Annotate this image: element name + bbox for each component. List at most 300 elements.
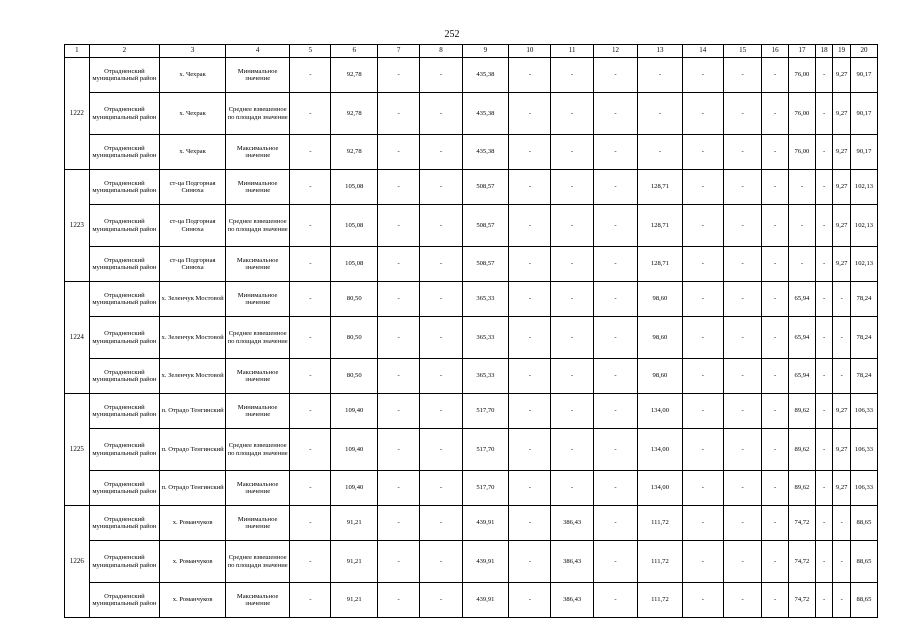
value-cell: - [723,317,761,359]
value-cell: - [420,429,462,471]
value-cell: - [762,247,789,282]
value-cell: - [682,170,723,205]
table-row [65,58,878,93]
value-type-cell: Среднее взвешенное по площади значение [226,541,290,583]
value-cell: - [593,205,637,247]
district-cell: Отрадненский муниципальный район [89,135,159,170]
value-cell: 91,21 [331,541,377,583]
value-cell: - [593,506,637,541]
value-cell: - [815,471,833,506]
row-number-cell: 1224 [65,282,90,394]
value-cell: 439,91 [462,583,508,618]
value-cell: 78,24 [850,317,877,359]
value-cell: - [509,135,551,170]
value-cell: 90,17 [850,58,877,93]
value-cell: - [789,170,816,205]
value-cell: - [682,247,723,282]
value-cell: 134,00 [638,429,682,471]
value-cell: 76,00 [789,93,816,135]
table-row [65,506,878,541]
value-cell: - [420,583,462,618]
value-cell: - [377,506,419,541]
value-cell: 89,62 [789,471,816,506]
settlement-cell: п. Отрадо Тенгинский [160,394,226,429]
value-cell: - [815,506,833,541]
settlement-cell: п. Отрадо Тенгинский [160,429,226,471]
data-table [64,44,878,618]
value-cell: - [377,359,419,394]
value-cell: - [762,541,789,583]
value-cell: 128,71 [638,205,682,247]
district-cell: Отрадненский муниципальный район [89,247,159,282]
value-cell: 102,13 [850,205,877,247]
value-cell: 80,50 [331,282,377,317]
settlement-cell: х. Романчуков [160,583,226,618]
district-cell: Отрадненский муниципальный район [89,471,159,506]
district-cell: Отрадненский муниципальный район [89,58,159,93]
district-cell: Отрадненский муниципальный район [89,359,159,394]
value-cell: - [762,317,789,359]
value-cell: 439,91 [462,506,508,541]
column-header: 17 [789,45,816,58]
value-cell: - [290,58,331,93]
value-cell: 435,38 [462,93,508,135]
value-cell: - [762,394,789,429]
value-cell: - [762,471,789,506]
value-cell: - [420,93,462,135]
column-header: 10 [509,45,551,58]
value-cell: 90,17 [850,93,877,135]
value-cell: 128,71 [638,170,682,205]
value-cell: 98,60 [638,359,682,394]
column-header: 6 [331,45,377,58]
settlement-cell: ст-ца Подгорная Синюха [160,170,226,205]
value-type-cell: Минимальное значение [226,58,290,93]
district-cell: Отрадненский муниципальный район [89,583,159,618]
value-cell: - [593,170,637,205]
value-cell: 98,60 [638,317,682,359]
value-cell: - [290,506,331,541]
value-cell: - [290,471,331,506]
value-cell: - [682,317,723,359]
value-cell: - [723,359,761,394]
value-cell: 78,24 [850,282,877,317]
value-cell: - [509,429,551,471]
value-cell: - [420,359,462,394]
value-cell: - [290,541,331,583]
value-cell: - [509,583,551,618]
value-cell: - [593,541,637,583]
value-cell: 88,65 [850,541,877,583]
value-cell: - [762,506,789,541]
value-type-cell: Среднее взвешенное по площади значение [226,429,290,471]
column-header: 16 [762,45,789,58]
value-cell: - [789,247,816,282]
value-cell: - [723,170,761,205]
value-cell: - [593,471,637,506]
value-cell: - [723,93,761,135]
value-cell: - [723,583,761,618]
value-cell: - [762,205,789,247]
value-type-cell: Минимальное значение [226,394,290,429]
value-cell: - [377,93,419,135]
value-cell: 102,13 [850,247,877,282]
value-cell: - [762,170,789,205]
value-cell: - [290,394,331,429]
value-cell: 91,21 [331,583,377,618]
table-row [65,170,878,205]
value-cell: - [723,506,761,541]
value-cell: 89,62 [789,429,816,471]
row-number-cell: 1225 [65,394,90,506]
value-cell: - [377,282,419,317]
settlement-cell: ст-ца Подгорная Синюха [160,247,226,282]
value-cell: - [815,282,833,317]
value-cell: 91,21 [331,506,377,541]
value-type-cell: Минимальное значение [226,506,290,541]
value-cell: 386,43 [551,541,593,583]
value-cell: - [551,170,593,205]
value-cell: 109,40 [331,394,377,429]
value-cell: - [377,135,419,170]
value-cell: - [682,394,723,429]
value-cell: 435,38 [462,135,508,170]
value-cell: - [762,429,789,471]
value-cell: - [682,506,723,541]
value-cell: 111,72 [638,506,682,541]
value-cell: 92,78 [331,58,377,93]
value-cell: 9,27 [833,429,851,471]
value-cell: - [551,359,593,394]
value-cell: - [509,394,551,429]
table-row [65,135,878,170]
settlement-cell: х. Зеленчук Мостовой [160,317,226,359]
column-header: 19 [833,45,851,58]
district-cell: Отрадненский муниципальный район [89,205,159,247]
value-cell: - [593,394,637,429]
value-cell: - [815,58,833,93]
value-cell: - [509,282,551,317]
column-header: 3 [160,45,226,58]
value-cell: - [551,205,593,247]
value-cell: - [638,93,682,135]
district-cell: Отрадненский муниципальный район [89,282,159,317]
value-cell: - [593,429,637,471]
row-number-cell: 1223 [65,170,90,282]
value-cell: - [377,394,419,429]
value-cell: - [723,471,761,506]
value-cell: - [833,282,851,317]
table-row [65,93,878,135]
settlement-cell: х. Зеленчук Мостовой [160,359,226,394]
value-cell: 9,27 [833,58,851,93]
value-cell: - [377,247,419,282]
value-cell: 508,57 [462,247,508,282]
value-cell: 74,72 [789,583,816,618]
header-row [65,45,878,58]
value-cell: - [593,247,637,282]
value-cell: - [638,135,682,170]
value-cell: - [762,359,789,394]
value-cell: 76,00 [789,135,816,170]
value-cell: 111,72 [638,541,682,583]
value-cell: 517,70 [462,394,508,429]
value-cell: 9,27 [833,471,851,506]
settlement-cell: ст-ца Подгорная Синюха [160,205,226,247]
value-cell: - [762,135,789,170]
value-cell: - [682,583,723,618]
row-number-cell: 1222 [65,58,90,170]
value-cell: - [723,58,761,93]
value-cell: 9,27 [833,394,851,429]
value-cell: 508,57 [462,170,508,205]
value-cell: - [377,317,419,359]
value-cell: 9,27 [833,205,851,247]
value-cell: 109,40 [331,429,377,471]
value-cell: 65,94 [789,317,816,359]
value-cell: - [420,541,462,583]
value-cell: - [833,583,851,618]
value-type-cell: Максимальное значение [226,471,290,506]
value-cell: - [377,541,419,583]
value-cell: 80,50 [331,317,377,359]
value-cell: - [551,394,593,429]
value-cell: - [290,583,331,618]
value-cell: - [762,93,789,135]
value-cell: 517,70 [462,471,508,506]
value-cell: - [509,205,551,247]
value-cell: 65,94 [789,282,816,317]
value-cell: - [723,135,761,170]
column-header: 20 [850,45,877,58]
value-cell: - [833,359,851,394]
value-cell: 9,27 [833,170,851,205]
settlement-cell: п. Отрадо Тенгинский [160,471,226,506]
value-cell: - [815,541,833,583]
value-cell: 9,27 [833,135,851,170]
settlement-cell: х. Чехрак [160,93,226,135]
value-cell: - [815,170,833,205]
value-cell: - [509,471,551,506]
value-cell: - [833,541,851,583]
value-cell: - [509,93,551,135]
value-cell: - [815,359,833,394]
value-cell: 89,62 [789,394,816,429]
value-cell: - [593,58,637,93]
value-cell: 386,43 [551,506,593,541]
value-cell: 105,08 [331,205,377,247]
column-header: 12 [593,45,637,58]
value-cell: 134,00 [638,394,682,429]
value-cell: 134,00 [638,471,682,506]
value-cell: - [420,317,462,359]
settlement-cell: х. Зеленчук Мостовой [160,282,226,317]
value-cell: 90,17 [850,135,877,170]
value-cell: - [420,282,462,317]
value-cell: - [723,429,761,471]
value-cell: - [833,317,851,359]
value-cell: - [509,170,551,205]
value-cell: - [551,282,593,317]
column-header: 13 [638,45,682,58]
value-cell: 365,33 [462,359,508,394]
value-cell: 105,08 [331,247,377,282]
value-cell: - [762,58,789,93]
value-cell: 74,72 [789,541,816,583]
settlement-cell: х. Чехрак [160,58,226,93]
value-cell: - [551,429,593,471]
value-type-cell: Максимальное значение [226,583,290,618]
value-cell: - [420,394,462,429]
value-cell: 435,38 [462,58,508,93]
value-cell: - [682,359,723,394]
settlement-cell: х. Романчуков [160,506,226,541]
table-row [65,359,878,394]
table-row [65,583,878,618]
value-cell: - [290,317,331,359]
value-cell: 98,60 [638,282,682,317]
value-cell: - [420,471,462,506]
column-header: 14 [682,45,723,58]
value-cell: - [509,506,551,541]
value-type-cell: Среднее взвешенное по площади значение [226,205,290,247]
value-cell: - [682,135,723,170]
value-cell: - [682,93,723,135]
value-cell: 106,33 [850,394,877,429]
column-header: 9 [462,45,508,58]
column-header: 18 [815,45,833,58]
value-cell: - [290,359,331,394]
column-header: 1 [65,45,90,58]
value-cell: 365,33 [462,282,508,317]
value-cell: - [551,93,593,135]
value-cell: 106,33 [850,429,877,471]
value-cell: 105,08 [331,170,377,205]
value-cell: - [420,506,462,541]
value-type-cell: Минимальное значение [226,282,290,317]
value-type-cell: Среднее взвешенное по площади значение [226,93,290,135]
value-cell: - [593,135,637,170]
value-cell: - [290,429,331,471]
value-cell: - [420,170,462,205]
value-cell: - [377,205,419,247]
value-cell: - [682,471,723,506]
value-cell: 109,40 [331,471,377,506]
value-cell: - [593,359,637,394]
value-cell: - [723,541,761,583]
value-cell: 386,43 [551,583,593,618]
value-cell: 508,57 [462,205,508,247]
table-row [65,247,878,282]
value-cell: - [815,247,833,282]
value-cell: 78,24 [850,359,877,394]
table-row [65,317,878,359]
value-cell: - [551,317,593,359]
value-cell: 88,65 [850,583,877,618]
value-cell: - [509,541,551,583]
value-cell: - [815,583,833,618]
value-cell: - [593,583,637,618]
value-cell: - [789,205,816,247]
value-cell: - [593,93,637,135]
value-cell: 365,33 [462,317,508,359]
value-type-cell: Максимальное значение [226,135,290,170]
value-cell: 9,27 [833,247,851,282]
value-cell: - [509,359,551,394]
value-cell: - [290,205,331,247]
value-cell: - [682,429,723,471]
value-cell: 80,50 [331,359,377,394]
value-cell: - [815,205,833,247]
table-row [65,282,878,317]
value-cell: - [551,58,593,93]
value-cell: - [833,506,851,541]
value-cell: - [815,429,833,471]
column-header: 7 [377,45,419,58]
value-cell: - [815,394,833,429]
value-cell: - [815,93,833,135]
district-cell: Отрадненский муниципальный район [89,394,159,429]
value-type-cell: Максимальное значение [226,247,290,282]
column-header: 4 [226,45,290,58]
value-cell: - [682,282,723,317]
settlement-cell: х. Романчуков [160,541,226,583]
value-cell: - [290,247,331,282]
value-cell: - [815,317,833,359]
value-cell: - [420,58,462,93]
value-cell: - [551,135,593,170]
table-row [65,429,878,471]
page-number: 252 [444,29,460,40]
column-header: 2 [89,45,159,58]
value-cell: - [815,135,833,170]
district-cell: Отрадненский муниципальный район [89,541,159,583]
value-cell: - [290,282,331,317]
value-cell: 92,78 [331,135,377,170]
value-cell: - [551,471,593,506]
value-cell: 128,71 [638,247,682,282]
value-cell: - [290,93,331,135]
value-cell: 517,70 [462,429,508,471]
value-cell: 74,72 [789,506,816,541]
settlement-cell: х. Чехрак [160,135,226,170]
value-cell: - [551,247,593,282]
value-cell: 102,13 [850,170,877,205]
value-type-cell: Среднее взвешенное по площади значение [226,317,290,359]
district-cell: Отрадненский муниципальный район [89,93,159,135]
value-cell: - [377,58,419,93]
value-cell: 106,33 [850,471,877,506]
table-row [65,541,878,583]
value-cell: - [420,247,462,282]
table-row [65,471,878,506]
value-cell: - [723,247,761,282]
value-cell: - [723,282,761,317]
value-cell: - [723,394,761,429]
value-cell: 65,94 [789,359,816,394]
value-cell: - [682,58,723,93]
value-cell: - [290,170,331,205]
value-cell: 88,65 [850,506,877,541]
value-cell: 76,00 [789,58,816,93]
value-cell: - [682,541,723,583]
value-cell: - [290,135,331,170]
value-cell: - [762,282,789,317]
value-cell: - [377,170,419,205]
value-cell: 9,27 [833,93,851,135]
value-cell: - [638,58,682,93]
value-cell: - [509,317,551,359]
